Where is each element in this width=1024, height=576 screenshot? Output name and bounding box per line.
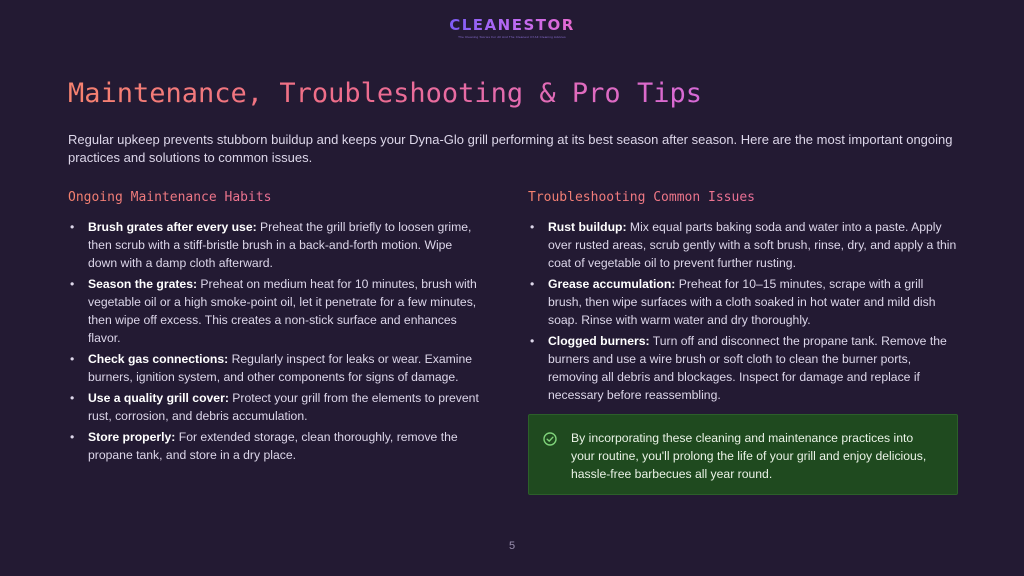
intro-paragraph: Regular upkeep prevents stubborn buildup and keeps your Dyna-Glo grill performing at its best season after season. Here are the most important ongoing practices and solutions to common issues. bbox=[68, 132, 953, 165]
item-label: Clogged burners: bbox=[548, 334, 650, 348]
item-text: For extended storage, clean thoroughly, remove the propane tank, and store in a dry place. bbox=[88, 430, 458, 462]
list-item bbox=[68, 218, 480, 272]
bullet-icon: • bbox=[70, 430, 75, 444]
list-item bbox=[68, 275, 480, 347]
bullet-icon: • bbox=[70, 277, 75, 291]
item-label: Season the grates: bbox=[88, 277, 198, 291]
list-item bbox=[68, 350, 480, 386]
page-title: Maintenance, Troubleshooting & Pro Tips bbox=[68, 76, 702, 112]
list-item bbox=[528, 275, 958, 329]
callout-text: By incorporating these cleaning and maintenance practices into your routine, you'll prolong the life of your grill and enjoy delicious, hassle-free barbecues all year round. bbox=[571, 431, 927, 481]
troubleshooting-list bbox=[528, 218, 958, 404]
item-text: Regularly inspect for leaks or wear. Examine burners, ignition system, and other components for signs of damage. bbox=[88, 352, 473, 384]
item-label: Check gas connections: bbox=[88, 352, 229, 366]
list-item bbox=[68, 428, 480, 464]
bullet-icon: • bbox=[530, 277, 535, 291]
item-text: Preheat on medium heat for 10 minutes, brush with vegetable oil or a high smoke-point oil, let it penetrate for a few minutes, then wipe off excess. This creates a non-stick surface and enhances flavor. bbox=[88, 277, 477, 345]
summary-callout bbox=[528, 414, 958, 495]
item-text: Mix equal parts baking soda and water into a paste. Apply over rusted areas, scrub gently with a soft brush, rinse, dry, and apply a thin coat of vegetable oil to prevent further rusting. bbox=[548, 220, 957, 270]
page-number: 5 bbox=[508, 540, 516, 552]
bullet-icon: • bbox=[530, 334, 535, 348]
maintenance-list bbox=[68, 218, 480, 464]
bullet-icon: • bbox=[70, 220, 75, 234]
item-label: Store properly: bbox=[88, 430, 176, 444]
maintenance-column bbox=[68, 188, 480, 467]
logo-tagline: The Cleaning Stories For All And The Cleanest Of All Cleaning Advices bbox=[458, 35, 566, 39]
item-label: Grease accumulation: bbox=[548, 277, 676, 291]
logo-wordmark: CLEANESTOR bbox=[449, 16, 575, 34]
bullet-icon: • bbox=[530, 220, 535, 234]
item-text: Preheat for 10–15 minutes, scrape with a grill brush, then wipe surfaces with a cloth soaked in hot water and mild dish soap. Rinse with warm water and dry thoroughly. bbox=[548, 277, 936, 327]
list-item bbox=[68, 389, 480, 425]
item-label: Rust buildup: bbox=[548, 220, 627, 234]
brand-logo bbox=[0, 16, 1024, 40]
maintenance-heading: Ongoing Maintenance Habits bbox=[68, 188, 480, 208]
item-text: Preheat the grill briefly to loosen grime, then scrub with a stiff-bristle brush in a back-and-forth motion. Wipe down with a damp cloth afterward. bbox=[88, 220, 472, 270]
item-label: Use a quality grill cover: bbox=[88, 391, 229, 405]
item-text: Turn off and disconnect the propane tank. Remove the burners and use a wire brush or soft cloth to clean the burner ports, removing all debris and blockages. Inspect for damage and replace if necessary before reassembling. bbox=[548, 334, 947, 402]
list-item bbox=[528, 332, 958, 404]
item-label: Brush grates after every use: bbox=[88, 220, 257, 234]
bullet-icon: • bbox=[70, 352, 75, 366]
troubleshooting-column bbox=[528, 188, 958, 495]
item-text: Protect your grill from the elements to prevent rust, corrosion, and debris accumulation. bbox=[88, 391, 479, 423]
troubleshooting-heading: Troubleshooting Common Issues bbox=[528, 188, 958, 208]
check-circle-icon bbox=[543, 432, 557, 446]
bullet-icon: • bbox=[70, 391, 75, 405]
list-item bbox=[528, 218, 958, 272]
